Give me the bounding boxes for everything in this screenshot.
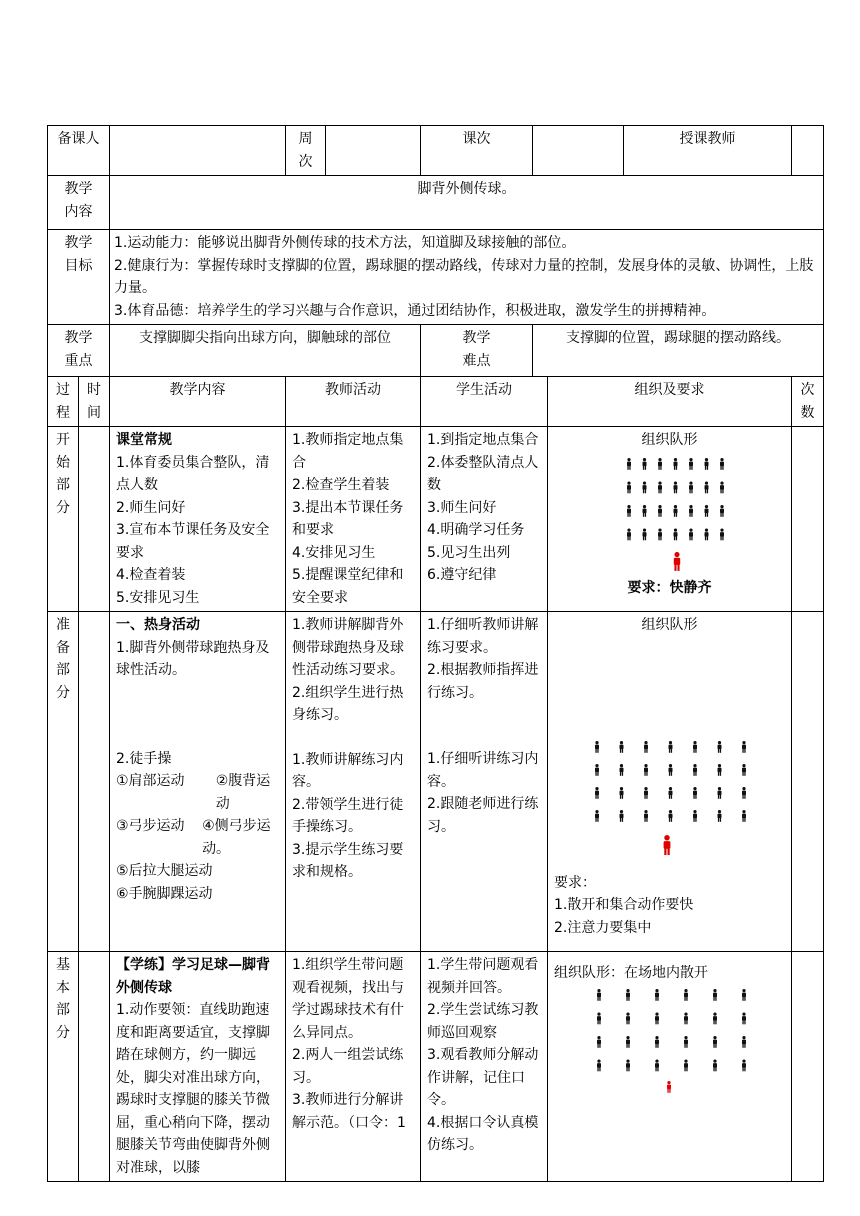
col-process: 过 程: [48, 377, 79, 427]
student-figure: [627, 481, 631, 493]
student-figure: [644, 741, 648, 753]
formation-diagram-basic: [587, 985, 752, 1095]
student-figure: [658, 505, 662, 517]
start-org: [548, 427, 792, 612]
start-student: [421, 427, 548, 612]
student-item: 3.师生问好: [427, 499, 497, 516]
teacher-item: 3.提示学生练习要求和规格。: [292, 841, 404, 880]
student-figure: [626, 989, 630, 1001]
student-figure: [673, 458, 677, 470]
student-figure: [704, 528, 708, 540]
week-value: [326, 126, 421, 176]
student-figure: [655, 1036, 659, 1048]
prep-student: [421, 612, 548, 952]
student-figure: [669, 741, 673, 753]
student-figure: [684, 989, 688, 1001]
student-item: 2.跟随老师进行练习。: [427, 796, 539, 835]
goal-item: 1.运动能力：能够说出脚背外侧传球的技术方法，知道脚及球接触的部位。: [114, 235, 576, 251]
student-figure: [684, 1059, 688, 1071]
student-item: 4.明确学习任务: [427, 522, 525, 538]
student-figure: [742, 1059, 746, 1071]
teacher-item: 2.两人一组尝试练习。: [292, 1047, 404, 1086]
student-figure: [669, 810, 673, 822]
teacher-figure: [664, 835, 671, 855]
content-pair: ③弓步运动 ④侧弓步运动。: [116, 818, 271, 857]
content-item: 2.师生问好: [116, 499, 186, 516]
student-figure: [597, 1059, 601, 1071]
student-figure: [713, 1059, 717, 1071]
student-figure: [720, 505, 724, 517]
student-figure: [742, 741, 746, 753]
org-requirement: 2.注意力要集中: [554, 919, 652, 936]
org-requirement: 要求：快静齐: [627, 579, 712, 596]
lesson-value: [533, 126, 624, 176]
org-requirement-title: 要求：: [554, 874, 596, 891]
org-title: 组织队形: [641, 617, 698, 633]
student-figure: [742, 989, 746, 1001]
student-figure: [658, 481, 662, 493]
content-item: 4.检查着装: [116, 567, 186, 583]
student-figure: [673, 505, 677, 517]
student-figure: [644, 764, 648, 776]
student-figure: [597, 989, 601, 1001]
student-figure: [627, 528, 631, 540]
student-figure: [620, 764, 624, 776]
student-figure: [718, 810, 722, 822]
basic-section-row: [48, 952, 824, 1182]
start-content: [110, 427, 286, 612]
content-item: 3.宣布本节课任务及安全要求: [116, 522, 270, 561]
student-figure: [693, 810, 697, 822]
goal-item: 2.健康行为：掌握传球时支撑脚的位置，踢球腿的摆动路线，传球对力量的控制，发展身体的灵敏、协调性，上肢力量。: [114, 257, 814, 296]
col-student: 学生活动: [421, 377, 548, 427]
student-figure: [684, 1012, 688, 1024]
student-figure: [642, 505, 646, 517]
student-figure: [720, 528, 724, 540]
student-figure: [718, 764, 722, 776]
key-label: 教学 重点: [48, 325, 110, 377]
content-item: 1.体育委员集合整队，清点人数: [116, 454, 270, 493]
student-item: 2.学生尝试练习教师巡回观察: [427, 1002, 539, 1041]
student-figure: [597, 1012, 601, 1024]
basic-phase-label: 基 本 部 分: [48, 952, 79, 1182]
content-item: 1.动作要领：直线助跑速度和距离要适宜，支撑脚踏在球侧方，约一脚远处，脚尖对准出球方向，踢球时支撑腿的膝关节微屈，重心稍向下降，摆动腿膝关节弯曲使脚背外侧对准球，以膝: [116, 1002, 270, 1176]
teacher-item: 3.提出本节课任务和要求: [292, 499, 404, 538]
col-content: 教学内容: [110, 377, 286, 427]
student-item: 1.仔细听教师讲解练习要求。: [427, 617, 539, 656]
student-figure: [742, 1012, 746, 1024]
student-figure: [742, 810, 746, 822]
student-item: 4.根据口令认真模仿练习。: [427, 1114, 539, 1153]
prep-teacher: [286, 612, 421, 952]
student-figure: [626, 1012, 630, 1024]
student-figure: [655, 1012, 659, 1024]
org-title: 组织队形：在场地内散开: [554, 965, 708, 981]
student-figure: [673, 528, 677, 540]
teacher-item: 2.带领学生进行徒手操练习。: [292, 796, 404, 835]
student-figure: [713, 1036, 717, 1048]
teacher-item: 2.检查学生着装: [292, 477, 390, 493]
student-figure: [689, 458, 693, 470]
student-figure: [620, 741, 624, 753]
student-figure: [693, 764, 697, 776]
org-title: 组织队形: [641, 432, 698, 448]
student-item: 3.观看教师分解动作讲解，记住口令。: [427, 1047, 539, 1108]
student-figure: [655, 989, 659, 1001]
prep-content: [110, 612, 286, 952]
goal-item: 3.体育品德：培养学生的学习兴趣与合作意识，通过团结协作，积极进取，激发学生的拼搏精神。: [114, 302, 716, 319]
student-figure: [658, 528, 662, 540]
student-figure: [669, 787, 673, 799]
student-figure: [595, 787, 599, 799]
content-item: ⑤后拉大腿运动: [116, 863, 213, 879]
student-figure: [720, 458, 724, 470]
col-time: 时 间: [79, 377, 110, 427]
lesson-plan-table: [47, 125, 824, 1182]
start-phase-label: 开 始 部 分: [48, 427, 79, 612]
content-value: 脚背外侧传球。: [110, 176, 824, 230]
content-item: 1.脚背外侧带球跑热身及球性活动。: [116, 639, 270, 678]
student-figure: [673, 481, 677, 493]
start-time: [79, 427, 110, 612]
start-teacher: [286, 427, 421, 612]
student-item: 2.根据教师指挥进行练习。: [427, 662, 539, 701]
content-title: 【学练】学习足球—脚背外侧传球: [116, 957, 270, 996]
preparer-label: 备课人: [48, 126, 110, 176]
lesson-label: 课次: [421, 126, 533, 176]
student-figure: [658, 458, 662, 470]
student-figure: [704, 481, 708, 493]
student-figure: [620, 787, 624, 799]
basic-teacher: [286, 952, 421, 1182]
student-figure: [644, 787, 648, 799]
student-item: 1.到指定地点集合: [427, 432, 539, 448]
prep-org: [548, 612, 792, 952]
teacher-label: 授课教师: [624, 126, 792, 176]
column-header-row: [48, 377, 824, 427]
col-teacher: 教师活动: [286, 377, 421, 427]
prep-time: [79, 612, 110, 952]
student-figure: [689, 481, 693, 493]
content-row: [48, 176, 824, 230]
student-figure: [627, 505, 631, 517]
difficulty-value: 支撑脚的位置，踢球腿的摆动路线。: [533, 325, 824, 377]
student-figure: [684, 1036, 688, 1048]
student-figure: [713, 989, 717, 1001]
basic-count: [792, 952, 824, 1182]
student-figure: [595, 741, 599, 753]
student-figure: [693, 741, 697, 753]
col-count: 次 数: [792, 377, 824, 427]
basic-time: [79, 952, 110, 1182]
content-item: 5.安排见习生: [116, 589, 200, 606]
student-item: 5.见习生出列: [427, 544, 511, 561]
basic-content: [110, 952, 286, 1182]
student-figure: [642, 528, 646, 540]
formation-diagram-prep: [587, 737, 752, 872]
student-figure: [595, 810, 599, 822]
teacher-value: [792, 126, 824, 176]
student-figure: [713, 1012, 717, 1024]
student-figure: [720, 481, 724, 493]
prep-phase-label: 准 备 部 分: [48, 612, 79, 952]
student-figure: [642, 481, 646, 493]
student-figure: [626, 1059, 630, 1071]
student-figure: [595, 764, 599, 776]
key-value: 支撑脚脚尖指向出球方向，脚触球的部位: [110, 325, 421, 377]
teacher-item: 4.安排见习生: [292, 544, 376, 561]
student-figure: [718, 741, 722, 753]
student-figure: [620, 810, 624, 822]
student-figure: [655, 1059, 659, 1071]
col-org: 组织及要求: [548, 377, 792, 427]
teacher-item: 2.组织学生进行热身练习。: [292, 684, 404, 723]
prep-count: [792, 612, 824, 952]
student-figure: [718, 787, 722, 799]
content-item: ⑥手腕脚踝运动: [116, 885, 213, 902]
student-item: 1.学生带问题观看视频并回答。: [427, 957, 539, 996]
teacher-item: 1.教师讲解脚背外侧带球跑热身及球性活动练习要求。: [292, 617, 404, 678]
content-pair: ①肩部运动 ②腹背运动: [116, 773, 271, 812]
preparer-value: [110, 126, 286, 176]
formation-diagram-start: [585, 452, 755, 577]
teacher-item: 1.教师指定地点集合: [292, 432, 404, 471]
teacher-item: 1.教师讲解练习内容。: [292, 751, 404, 790]
student-figure: [627, 458, 631, 470]
start-count: [792, 427, 824, 612]
student-figure: [597, 1036, 601, 1048]
difficulty-label: 教学 难点: [421, 325, 533, 377]
student-item: 6.遵守纪律: [427, 567, 497, 583]
teacher-item: 1.组织学生带问题观看视频，找出与学过踢球技术有什么异同点。: [292, 957, 404, 1041]
header-row: [48, 126, 824, 176]
week-label: 周次: [286, 126, 326, 176]
student-figure: [644, 810, 648, 822]
prep-section-row: [48, 612, 824, 952]
teacher-item: 5.提醒课堂纪律和安全要求: [292, 567, 404, 606]
student-figure: [642, 458, 646, 470]
student-figure: [669, 764, 673, 776]
content-item: 2.徒手操: [116, 750, 172, 767]
start-section-row: [48, 427, 824, 612]
student-figure: [704, 458, 708, 470]
teacher-item: 3.教师进行分解讲解示范。（口令：1: [292, 1092, 406, 1131]
student-figure: [742, 787, 746, 799]
student-item: 2.体委整队清点人数: [427, 454, 539, 493]
student-figure: [742, 764, 746, 776]
basic-org: [548, 952, 792, 1182]
student-figure: [704, 505, 708, 517]
student-figure: [693, 787, 697, 799]
goals-text: [110, 230, 824, 325]
student-figure: [689, 505, 693, 517]
goals-label: 教学 目标: [48, 230, 110, 325]
teacher-figure: [673, 552, 679, 571]
org-requirement: 1.散开和集合动作要快: [554, 897, 694, 913]
goals-row: [48, 230, 824, 325]
basic-student: [421, 952, 548, 1182]
key-row: [48, 325, 824, 377]
content-title: 一、热身活动: [116, 617, 200, 633]
student-figure: [626, 1036, 630, 1048]
student-figure: [689, 528, 693, 540]
content-title: 课堂常规: [116, 432, 172, 448]
content-label: 教学 内容: [48, 176, 110, 230]
teacher-figure: [667, 1081, 671, 1093]
student-figure: [742, 1036, 746, 1048]
student-item: 1.仔细听讲练习内容。: [427, 751, 539, 790]
